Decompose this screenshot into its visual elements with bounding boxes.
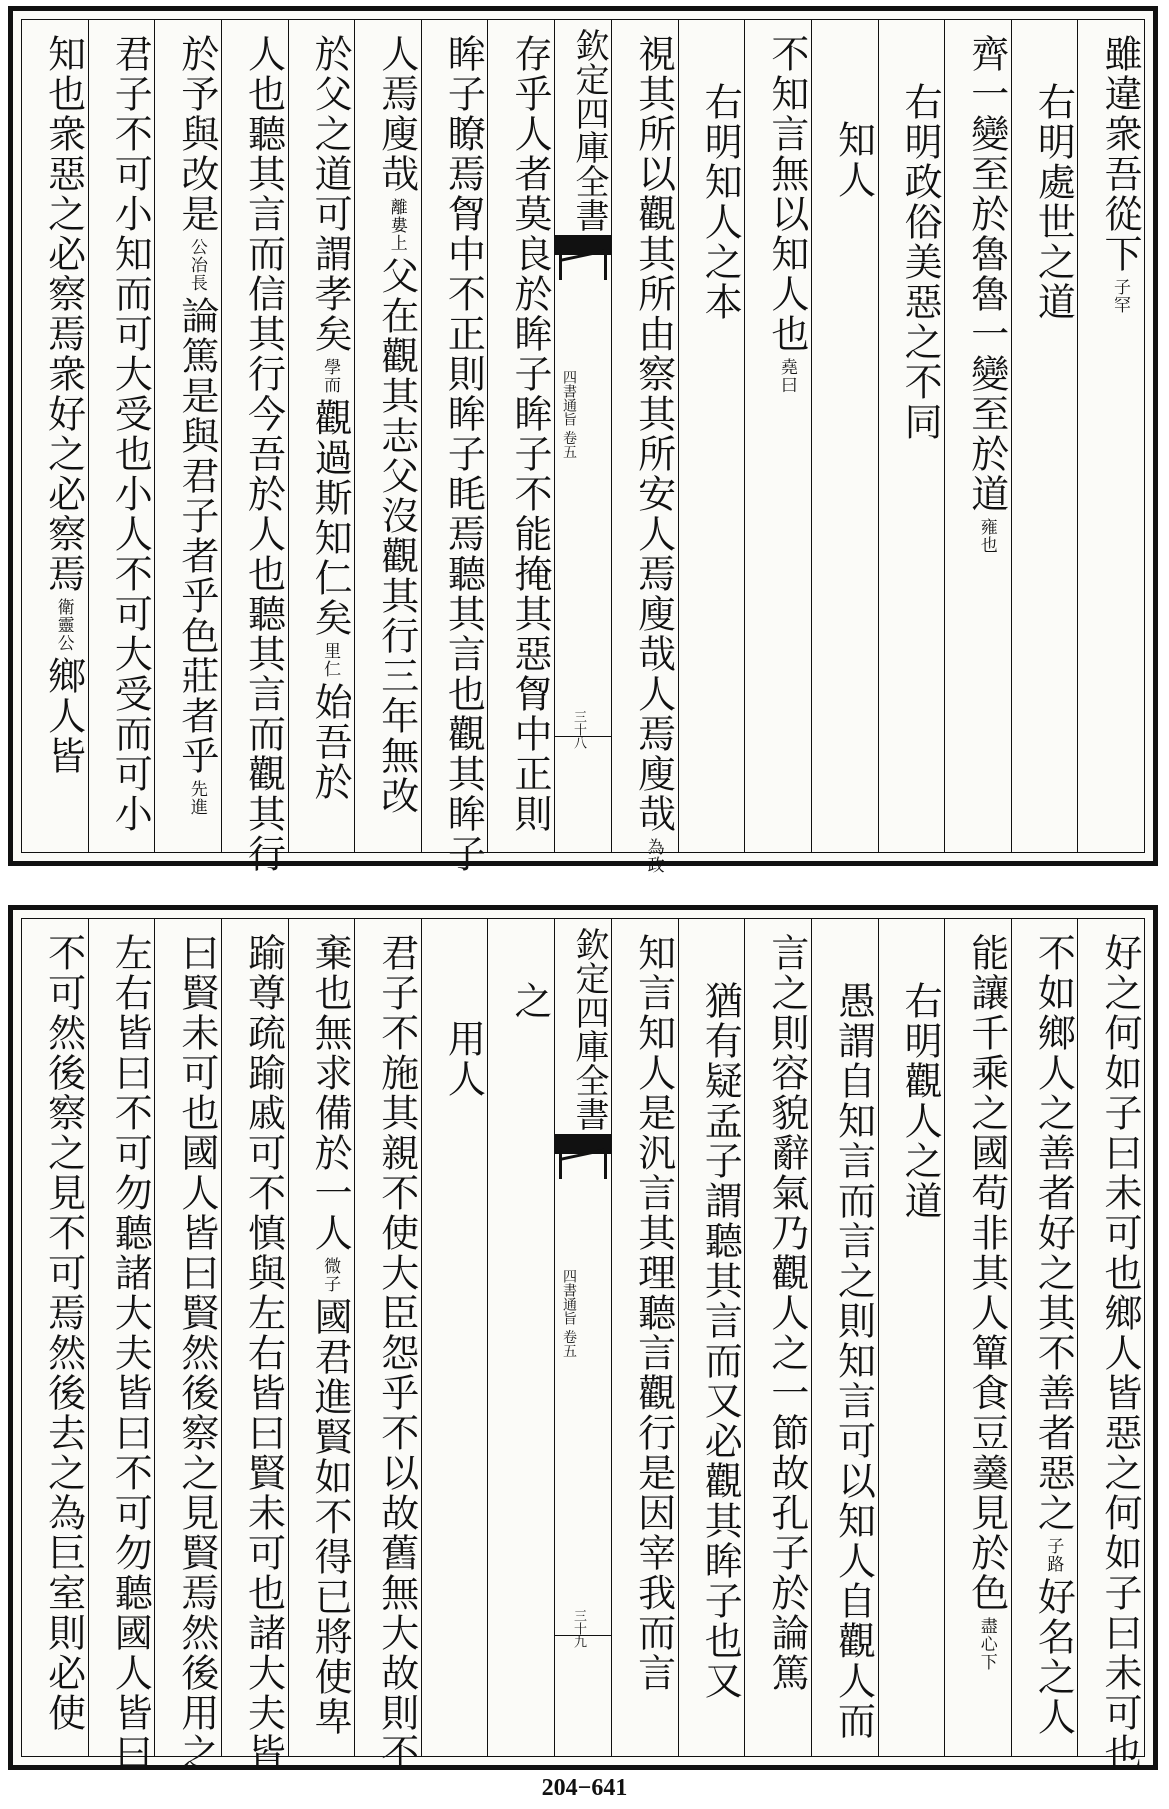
text-column: 曰賢未可也國人皆曰賢然後察之見賢焉然後用之 [154,919,221,1756]
folio-number: 三十九 [571,1609,586,1648]
chapter-heading: 知人 [811,20,878,852]
text-column: 於父之道可謂孝矣學而觀過斯知仁矣里仁始吾於 [288,20,355,852]
top-page [8,6,1158,874]
section-heading: 右明處世之道 [1011,20,1078,852]
section-heading: 右明觀人之道 [878,919,945,1756]
annotation: 公冶長 [186,238,207,292]
page-reference: 204−641 [541,1775,628,1801]
fish-tail-mark [559,1153,607,1179]
fish-tail-mark [559,254,607,280]
annotation: 堯曰 [776,358,797,394]
section-heading: 右明知人之本 [678,20,745,852]
volume-label: 四書通旨 卷五 [561,370,577,459]
spine-rule [555,736,611,737]
chapter-heading: 用人 [421,919,488,1756]
commentary-column: 猶有疑孟子謂聽其言而又必觀其眸子也又 [678,919,745,1756]
text-column: 能讓千乘之國苟非其人簞食豆羹見於色盡心下 [944,919,1011,1756]
book-title: 欽定四庫全書 [569,28,609,232]
spine-column [554,919,611,1756]
text-column: 君子不可小知而可大受也小人不可大受而可小 [88,20,155,852]
text-column: 之 [487,919,554,1756]
book-title: 欽定四庫全書 [569,927,609,1131]
commentary-column: 知言知人是汎言其理聽言觀行是因宰我而言 [611,919,678,1756]
text-column: 於予與改是公冶長論篤是與君子者乎色莊者乎先進 [154,20,221,852]
annotation: 雍也 [976,518,997,554]
commentary-column: 言之則容貌辭氣乃觀人之一節故孔子於論篤 [744,919,811,1756]
text-column: 君子不施其親不使大臣怨乎不以故舊無大故則不 [354,919,421,1756]
folio-number: 三十八 [571,710,586,749]
text-column: 存乎人者莫良於眸子眸子不能掩其惡胷中正則 [487,20,554,852]
text-column: 不如鄉人之善者好之其不善者惡之子路好名之人 [1011,919,1078,1756]
annotation: 衛靈公 [53,598,74,652]
annotation: 先進 [186,780,207,816]
text-column: 知也衆惡之必察焉衆好之必察焉衛靈公鄉人皆 [41,34,86,776]
bottom-page-frame [21,918,1145,1773]
text-column: 棄也無求備於一人微子國君進賢如不得已將使卑 [288,919,355,1756]
text-column: 不知言無以知人也堯曰 [744,20,811,852]
annotation: 離婁上 [386,198,407,252]
volume-label: 四書通旨 卷五 [561,1269,577,1358]
spine-column [554,20,611,852]
text-column: 雖違衆吾從下子罕 [1077,20,1144,852]
text-column: 視其所以觀其所由察其所安人焉廋哉人焉廋哉為政 [611,20,678,852]
text-column: 人焉廋哉離婁上父在觀其志父沒觀其行三年無改 [354,20,421,852]
annotation: 微子 [320,1257,341,1293]
text-column: 不可然後察之見不可焉然後去之為巨室則必使 [41,933,86,1733]
text-column: 齊一變至於魯魯一變至於道雍也 [944,20,1011,852]
annotation: 子罕 [1110,278,1130,314]
top-page-frame [21,19,1145,874]
text-column: 踰尊疏踰戚可不慎與左右皆曰賢未可也諸大夫皆 [221,919,288,1756]
text-column: 人也聽其言而信其行今吾於人也聽其言而觀其行 [221,20,288,852]
annotation: 學而 [320,358,341,394]
bottom-page [8,905,1158,1773]
annotation: 盡心下 [976,1617,997,1671]
annotation: 里仁 [320,642,341,678]
text-column: 好之何如子曰未可也鄉人皆惡之何如子曰未可也 [1077,919,1144,1756]
annotation: 子路 [1043,1537,1064,1573]
commentary-column: 愚謂自知言而言之則知言可以知人自觀人而 [811,919,878,1756]
spine-rule [555,1635,611,1636]
text-column: 左右皆曰不可勿聽諸大夫皆曰不可勿聽國人皆曰 [88,919,155,1756]
text-column: 眸子瞭焉胷中不正則眸子眊焉聽其言也觀其眸子 [421,20,488,852]
annotation: 為政 [643,838,664,874]
section-heading: 右明政俗美惡之不同 [878,20,945,852]
